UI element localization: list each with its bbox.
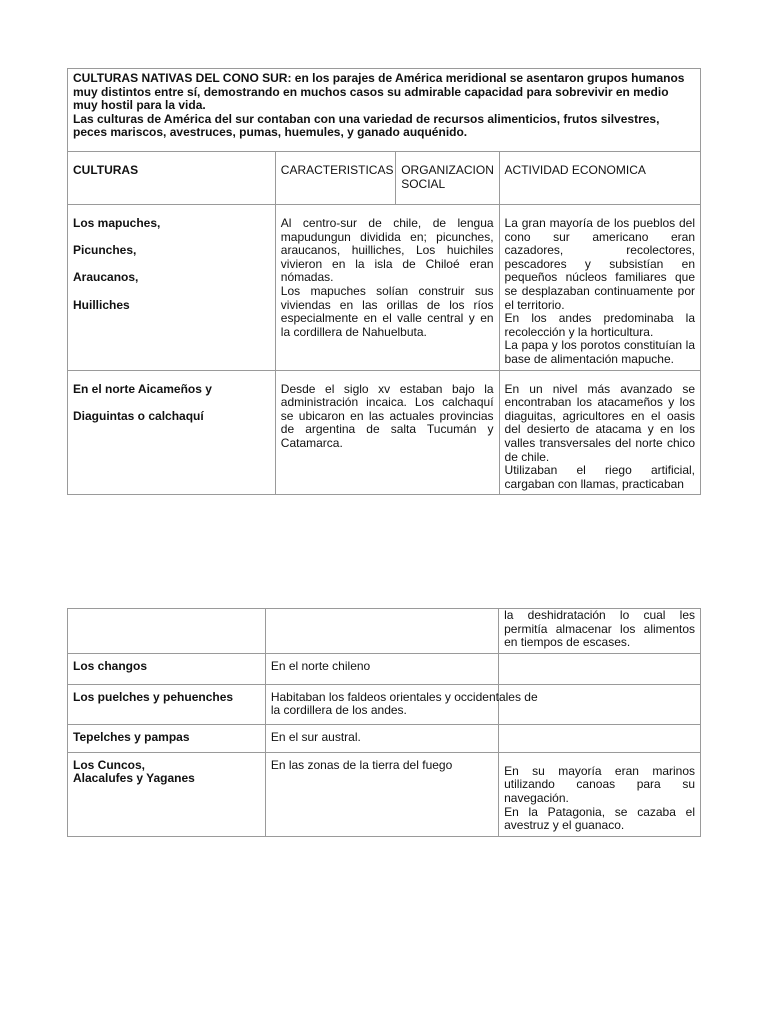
cultures-table-page2 — [67, 608, 701, 837]
culture-name: Los mapuches, — [73, 216, 161, 230]
actividad-text: La gran mayoría de los pueblos del cono sur americano eran cazadores, recolectores, pescadores y subsistían en pequeños núcleos familiares que se desplazaban continuamente por el territorio. — [504, 216, 695, 312]
caracteristicas-cell — [275, 205, 499, 371]
header-caracteristicas: CARACTERISTICAS — [275, 152, 395, 205]
culture-name: Araucanos, — [73, 270, 139, 285]
caracteristicas-cell — [275, 370, 499, 495]
caracteristicas-text: Al centro-sur de chile, de lengua mapudungun dividida en; picunches, araucanos, huilliches, Los huichiles vivieron en la isla de Chiloé eran nómadas. — [280, 216, 494, 285]
table-row — [68, 609, 701, 654]
culture-name: Los Cuncos, — [73, 757, 146, 772]
culture-names-cell — [68, 752, 266, 836]
actividad-text: La papa y los porotos constituían la base de alimentación mapuche. — [504, 338, 695, 366]
empty-cell — [265, 609, 498, 654]
culture-name: Los changos — [68, 653, 266, 684]
caracteristicas-text: Desde el siglo xv estaban bajo la administración incaica. Los calchaquí se ubicaron en las actuales provincias de argentina de salta Tucumán y Catamarca. — [280, 381, 494, 450]
empty-cell — [499, 724, 701, 752]
header-actividad: ACTIVIDAD ECONOMICA — [499, 152, 700, 205]
culture-name: Alacalufes y Yaganes — [73, 771, 195, 786]
culture-name: Huilliches — [73, 297, 130, 312]
header-culturas: CULTURAS — [68, 152, 276, 205]
caracteristicas-text: En las zonas de la tierra del fuego — [265, 752, 498, 836]
cultures-table-page1 — [67, 68, 701, 495]
intro-cell — [68, 69, 701, 152]
culture-names-cell — [68, 205, 276, 371]
actividad-text: En los andes predominaba la recolección y la horticultura. — [504, 311, 695, 339]
caracteristicas-cell — [265, 684, 538, 724]
intro-text-2: Las culturas de América del sur contaban con una variedad de recursos alimenticios, frutos silvestres, peces mariscos, avestruces, pumas, huemules, y ganado auquénido. — [73, 111, 660, 140]
table-row — [68, 653, 701, 684]
table-row — [68, 684, 701, 724]
actividad-cell — [499, 205, 700, 371]
table-row — [68, 370, 701, 495]
table-row — [68, 752, 701, 836]
culture-name: Diaguintas o calchaquí — [73, 408, 204, 423]
actividad-cell — [499, 370, 700, 495]
intro-row — [68, 69, 701, 152]
culture-name: En el norte Aicameños y — [73, 381, 212, 396]
caracteristicas-text: Los mapuches solían construir sus viviendas en las orillas de los ríos especialmente en el valle central y en la cordillera de Nahuelbuta. — [280, 283, 494, 339]
header-organizacion: ORGANIZACION SOCIAL — [396, 152, 499, 205]
culture-name: Picunches, — [73, 243, 137, 258]
caracteristicas-text: Habitaban los faldeos orientales y occidentales de — [270, 689, 538, 704]
caracteristicas-text: la cordillera de los andes. — [270, 703, 407, 718]
actividad-cell — [499, 752, 701, 836]
actividad-text: En un nivel más avanzado se encontraban los atacameños y los diaguitas, agricultores en el oasis del desierto de atacama y en los valles transversales del norte chico de chile. — [504, 381, 695, 464]
culture-name: Los puelches y pehuenches — [68, 684, 266, 724]
culture-names-cell — [68, 370, 276, 495]
actividad-text: En su mayoría eran marinos utilizando canoas para su navegación. — [504, 763, 695, 805]
table-row — [68, 724, 701, 752]
empty-cell — [499, 653, 701, 684]
caracteristicas-text: En el sur austral. — [265, 724, 498, 752]
intro-text-1: CULTURAS NATIVAS DEL CONO SUR: en los parajes de América meridional se asentaron grupos humanos muy distintos entre sí, demostrando en muchos casos su admirable capacidad para sobrevivir en medio muy hostil para la vida. — [73, 71, 685, 113]
caracteristicas-text: En el norte chileno — [265, 653, 498, 684]
header-row — [68, 152, 701, 205]
actividad-continuation: la deshidratación lo cual les permitía almacenar los alimentos en tiempos de escases. — [499, 609, 701, 654]
actividad-text: Utilizaban el riego artificial, cargaban con llamas, practicaban — [504, 463, 695, 491]
actividad-text: En la Patagonia, se cazaba el avestruz y el guanaco. — [504, 804, 695, 833]
empty-cell — [68, 609, 266, 654]
culture-name: Tepelches y pampas — [68, 724, 266, 752]
table-row — [68, 205, 701, 371]
